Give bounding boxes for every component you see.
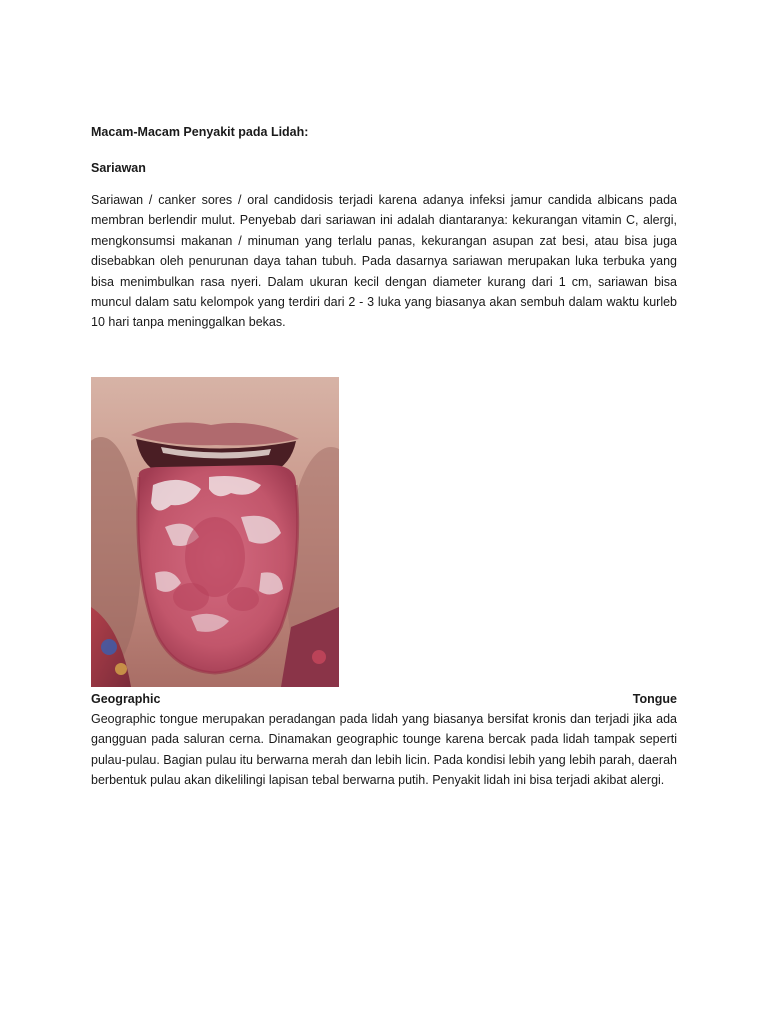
document-title: Macam-Macam Penyakit pada Lidah:: [91, 125, 309, 139]
section-body-sariawan: Sariawan / canker sores / oral candidosis terjadi karena adanya infeksi jamur candida albicans pada membran berlendir mulut. Penyebab dari sariawan ini adalah diantaranya: kekurangan vitamin C, alergi, mengkonsumsi makanan / minuman yang terlalu panas, kekurangan asupan zat besi, atau bisa juga disebabkan oleh penurunan daya tahan tubuh. Pada dasarnya sariawan merupakan luka terbuka yang bisa menimbulkan rasa nyeri. Dalam ukuran kecil dengan diameter kurang dari 1 cm, sariawan bisa muncul dalam satu kelompok yang terdiri dari 2 - 3 luka yang biasanya akan sembuh dalam waktu kurleb 10 hari tanpa meninggalkan bekas.: [91, 193, 677, 330]
section-title-geographic-tongue: [91, 690, 677, 708]
section-title-sariawan: Sariawan: [91, 161, 146, 175]
section-title-right: Tongue: [632, 692, 677, 706]
section-body-geographic-tongue: Geographic tongue merupakan peradangan pada lidah yang biasanya bersifat kronis dan terjadi jika ada gangguan pada saluran cerna. Dinamakan geographic tounge karena bercak pada lidah tampak seperti pulau-pulau. Bagian pulau itu berwarna merah dan lebih licin. Pada kondisi lebih yang lebih parah, daerah berbentuk pulau akan dikelilingi lapisan tebal berwarna putih. Penyakit lidah ini bisa terjadi akibat alergi.: [91, 712, 677, 788]
section-title-left: Geographic: [91, 692, 161, 706]
tongue-photo: [91, 377, 339, 687]
